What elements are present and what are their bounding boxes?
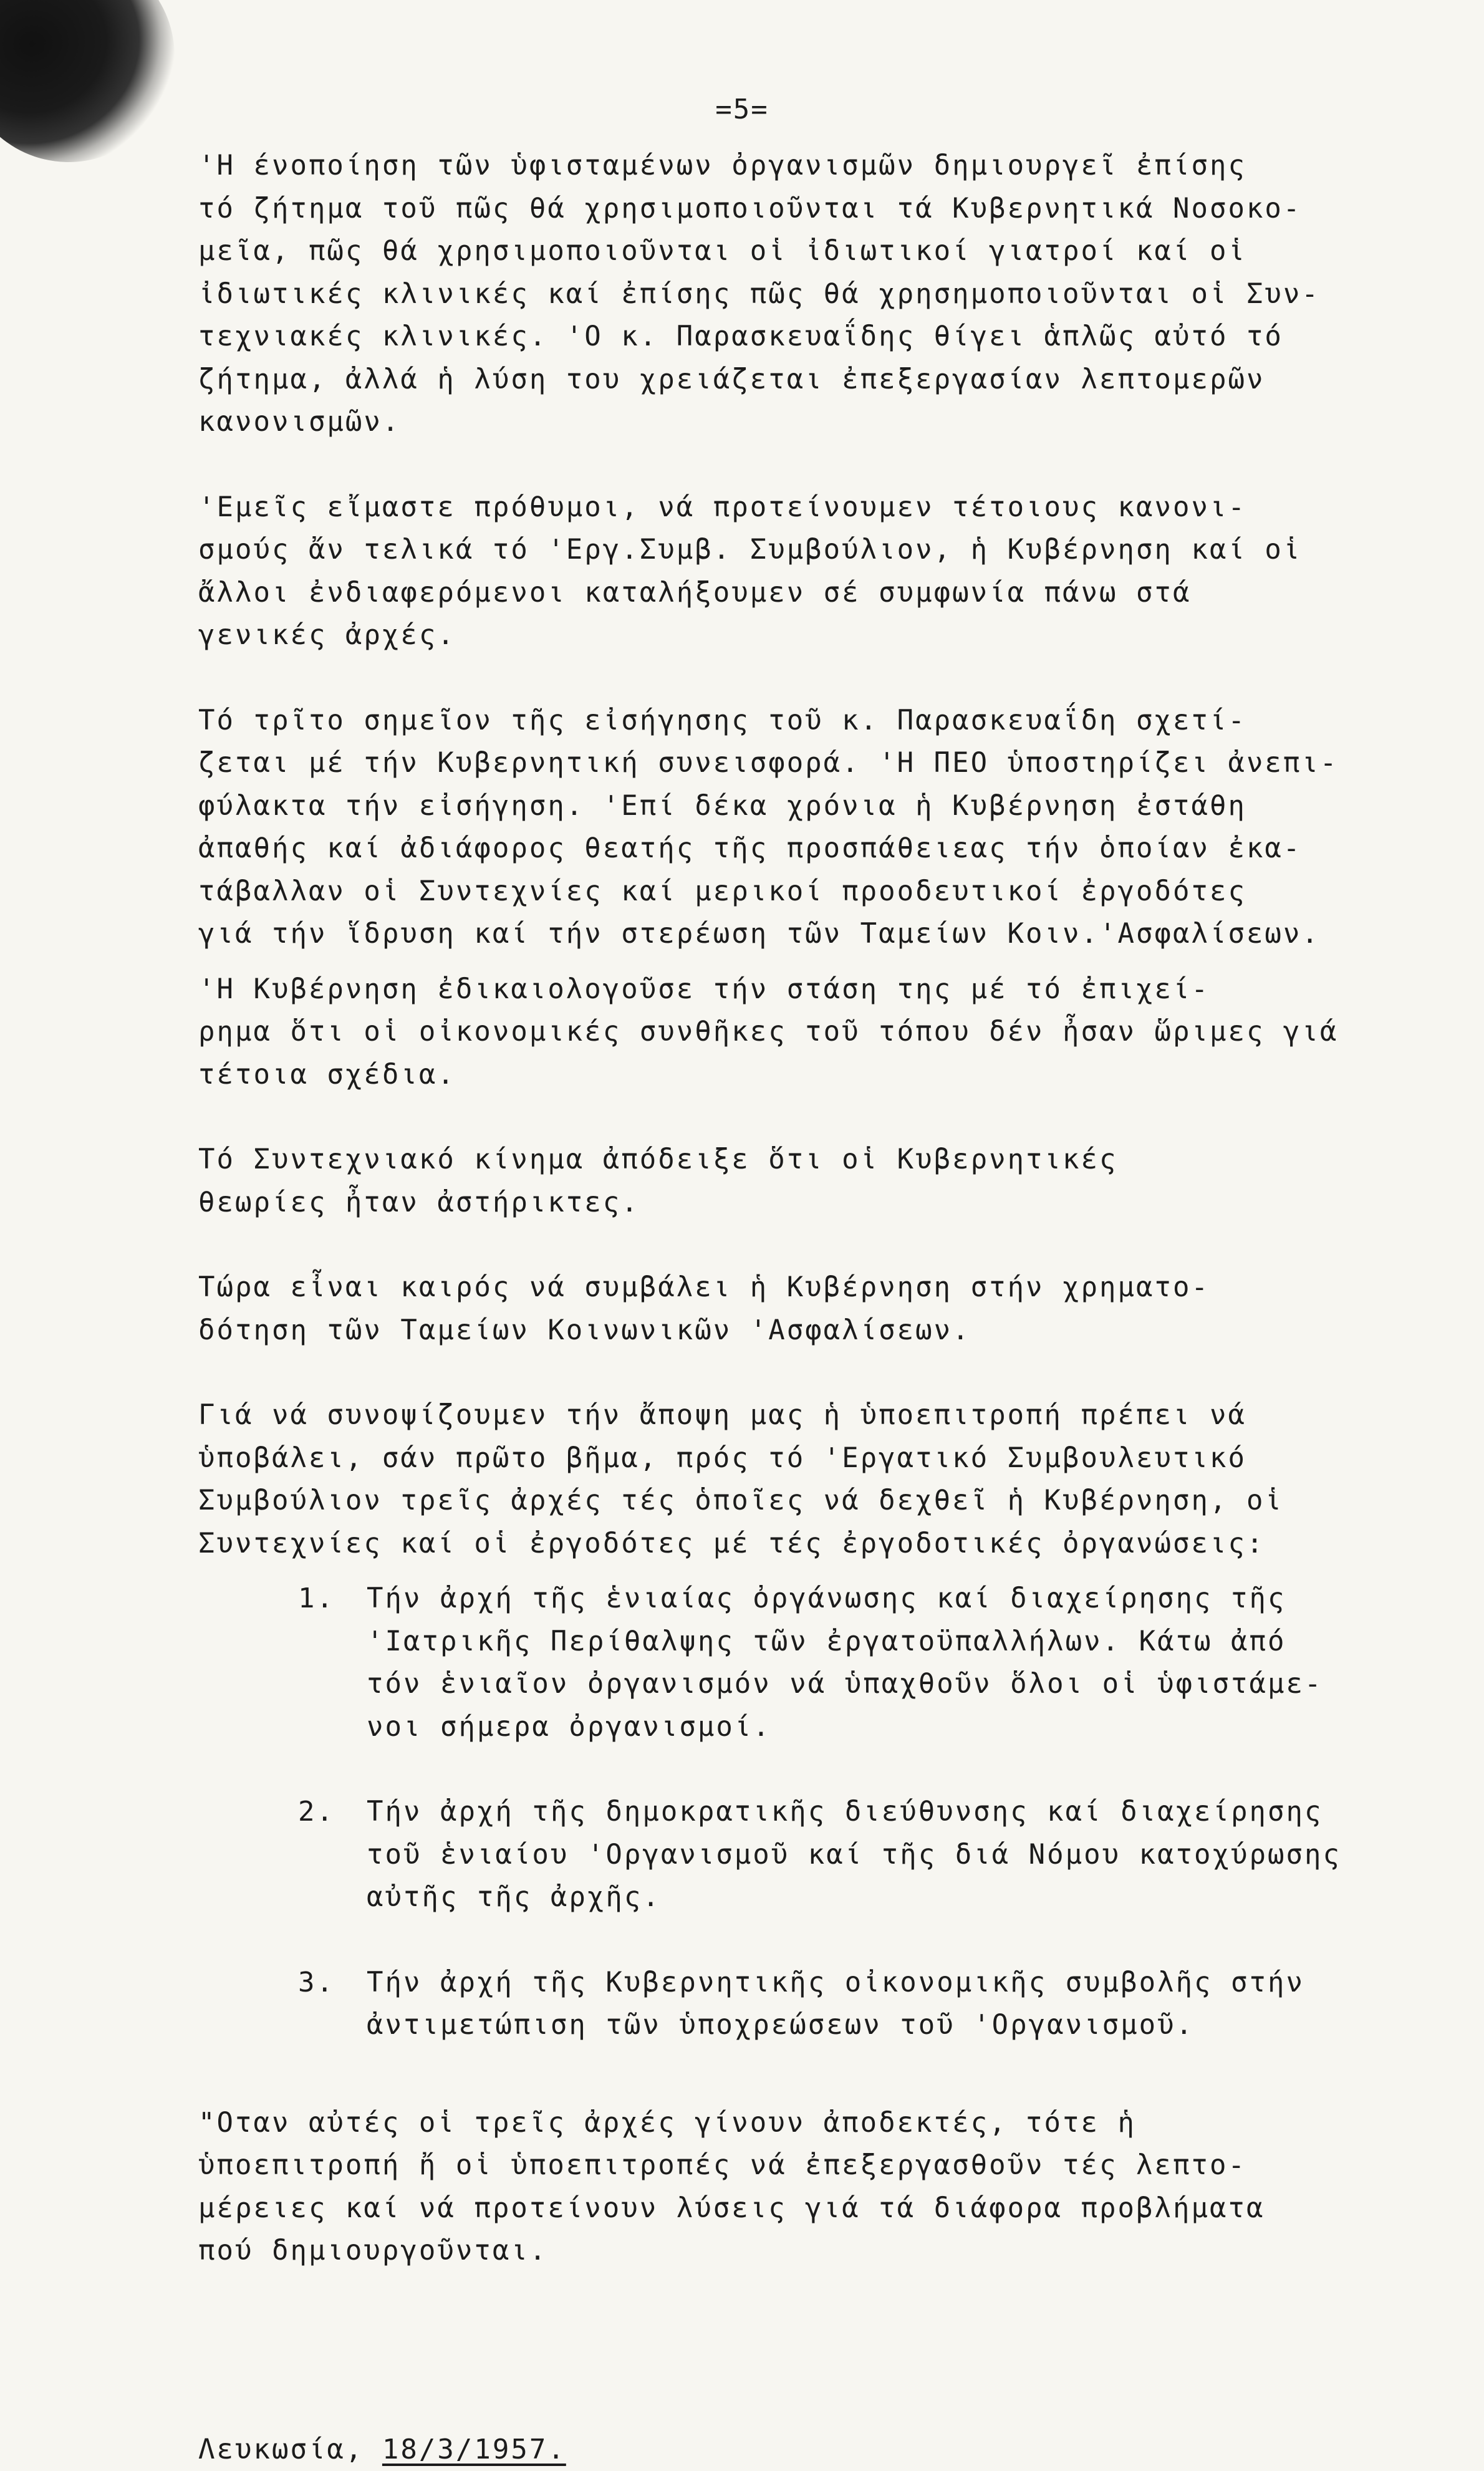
line: ὑποβάλει, σάν πρῶτο βῆμα, πρός τό 'Εργατικό Συμβουλευτικό	[198, 1442, 1246, 1474]
paragraph-1	[198, 145, 1395, 444]
line: γιά τήν ἵδρυση καί τήν στερέωση τῶν Ταμείων Κοιν.'Ασφαλίσεων.	[198, 918, 1320, 950]
line: θεωρίες ἦταν ἀστήρικτες.	[198, 1187, 640, 1218]
page-number: =5=	[0, 94, 1484, 125]
line: σμούς ἄν τελικά τό 'Εργ.Συμβ. Συμβούλιον, ἡ Κυβέρνηση καί οἱ	[198, 534, 1301, 566]
paragraph-7	[198, 1394, 1395, 1565]
line: κανονισμῶν.	[198, 406, 400, 438]
line: ζήτημα, ἀλλά ἡ λύση του χρειάζεται ἐπεξεργασίαν λεπτομερῶν	[198, 364, 1265, 395]
line: 'Εμεῖς εἴμαστε πρόθυμοι, νά προτείνουμεν τέτοιους κανονι-	[198, 491, 1246, 523]
list-text	[367, 1791, 1341, 1919]
line: "Οταν αὐτές οἱ τρεῖς ἀρχές γίνουν ἀποδεκτές, τότε ἡ	[198, 2107, 1136, 2139]
line: φύλακτα τήν εἰσήγηση. 'Επί δέκα χρόνια ἡ Κυβέρνηση ἐστάθη	[198, 790, 1246, 822]
line: ἄλλοι ἐνδιαφερόμενοι καταλήξουμεν σέ συμφωνία πάνω στά	[198, 577, 1191, 609]
line: 'Ιατρικῆς Περίθαλψης τῶν ἐργατοϋπαλλήλων. Κάτω ἀπό	[367, 1626, 1286, 1657]
line: Τό Συντεχνιακό κίνημα ἀπόδειξε ὅτι οἱ Κυβερνητικές	[198, 1144, 1118, 1175]
line: πού δημιουργοῦνται.	[198, 2235, 547, 2266]
line: Τώρα εἶναι καιρός νά συμβάλει ἡ Κυβέρνηση στήν χρηματο-	[198, 1271, 1210, 1303]
line: Τήν ἀρχή τῆς δημοκρατικῆς διεύθυνσης καί διαχείρησης	[367, 1796, 1323, 1828]
list-item	[198, 1962, 1395, 2047]
line: ζεται μέ τήν Κυβερνητική συνεισφορά. 'Η ΠΕΟ ὑποστηρίζει ἀνεπι-	[198, 747, 1338, 779]
line: ρημα ὅτι οἱ οἰκονομικές συνθῆκες τοῦ τόπου δέν ἦσαν ὥριμες γιά	[198, 1016, 1338, 1048]
line: μέρειες καί νά προτείνουν λύσεις γιά τά διάφορα προβλήματα	[198, 2192, 1265, 2224]
line: Τό τρῖτο σημεῖον τῆς εἰσήγησης τοῦ κ. Παρασκευαΐδη σχετί-	[198, 705, 1246, 736]
line: δότηση τῶν Ταμείων Κοινωνικῶν 'Ασφαλίσεων.	[198, 1314, 971, 1346]
line: τεχνιακές κλινικές. 'Ο κ. Παρασκευαΐδης θίγει ἁπλῶς αὐτό τό	[198, 320, 1283, 352]
line: ἀντιμετώπιση τῶν ὑποχρεώσεων τοῦ 'Οργανισμοῦ.	[367, 2009, 1194, 2041]
line: ἰδιωτικές κλινικές καί ἐπίσης πῶς θά χρησημοποιοῦνται οἱ Συν-	[198, 278, 1320, 310]
line: ἀπαθής καί ἀδιάφορος θεατής τῆς προσπάθειεας τήν ὁποίαν ἐκα-	[198, 832, 1301, 864]
document-body	[198, 145, 1395, 2471]
line: Τήν ἀρχή τῆς ἑνιαίας ὀργάνωσης καί διαχείρησης τῆς	[367, 1582, 1286, 1614]
list-item	[198, 1791, 1395, 1919]
line: 'Η ένοποίηση τῶν ὑφισταμένων ὀργανισμῶν δημιουργεῖ ἐπίσης	[198, 150, 1246, 181]
paragraph-2	[198, 486, 1395, 657]
line: τόν ἑνιαῖον ὀργανισμόν νά ὑπαχθοῦν ὅλοι οἱ ὑφιστάμε-	[367, 1668, 1323, 1700]
line: Συμβούλιον τρεῖς ἀρχές τές ὁποῖες νά δεχθεῖ ἡ Κυβέρνηση, οἱ	[198, 1485, 1283, 1516]
line: τέτοια σχέδια.	[198, 1059, 456, 1091]
list-item	[198, 1577, 1395, 1748]
paragraph-4	[198, 968, 1395, 1097]
line: αὐτῆς τῆς ἀρχῆς.	[367, 1881, 661, 1913]
list-number: 2.	[198, 1791, 367, 1919]
line: νοι σήμερα ὀργανισμοί.	[367, 1711, 771, 1743]
closing-paragraph	[198, 2102, 1395, 2273]
list-number: 3.	[198, 1962, 367, 2047]
line: γενικές ἀρχές.	[198, 619, 456, 651]
line: Συντεχνίες καί οἱ ἐργοδότες μέ τές ἐργοδοτικές ὀργανώσεις:	[198, 1528, 1265, 1559]
line: Γιά νά συνοψίζουμεν τήν ἄποψη μας ἡ ὑποεπιτροπή πρέπει νά	[198, 1399, 1246, 1431]
paragraph-3	[198, 700, 1395, 956]
list-text	[367, 1962, 1304, 2047]
line: μεῖα, πῶς θά χρησιμοποιοῦνται οἱ ἰδιωτικοί γιατροί καί οἱ	[198, 235, 1246, 267]
list-number: 1.	[198, 1577, 367, 1748]
signature-line	[198, 2429, 1395, 2471]
line: 'Η Κυβέρνηση ἐδικαιολογοῦσε τήν στάση της μέ τό ἐπιχεί-	[198, 973, 1210, 1005]
line: τό ζήτημα τοῦ πῶς θά χρησιμοποιοῦνται τά Κυβερνητικά Νοσοκο-	[198, 193, 1301, 224]
line: τάβαλλαν οἱ Συντεχνίες καί μερικοί προοδευτικοί ἐργοδότες	[198, 875, 1246, 907]
line: ὑποεπιτροπή ἤ οἱ ὑποεπιτροπές νά ἐπεξεργασθοῦν τές λεπτο-	[198, 2149, 1246, 2181]
paragraph-5	[198, 1139, 1395, 1224]
signature-place: Λευκωσία,	[198, 2434, 364, 2465]
line: Τήν ἀρχή τῆς Κυβερνητικῆς οἰκονομικῆς συμβολῆς στήν	[367, 1967, 1304, 1998]
signature-date: 18/3/1957.	[382, 2434, 566, 2465]
line: τοῦ ἑνιαίου 'Οργανισμοῦ καί τῆς διά Νόμου κατοχύρωσης	[367, 1839, 1341, 1871]
principles-list	[198, 1577, 1395, 2047]
paragraph-6	[198, 1266, 1395, 1352]
list-text	[367, 1577, 1323, 1748]
